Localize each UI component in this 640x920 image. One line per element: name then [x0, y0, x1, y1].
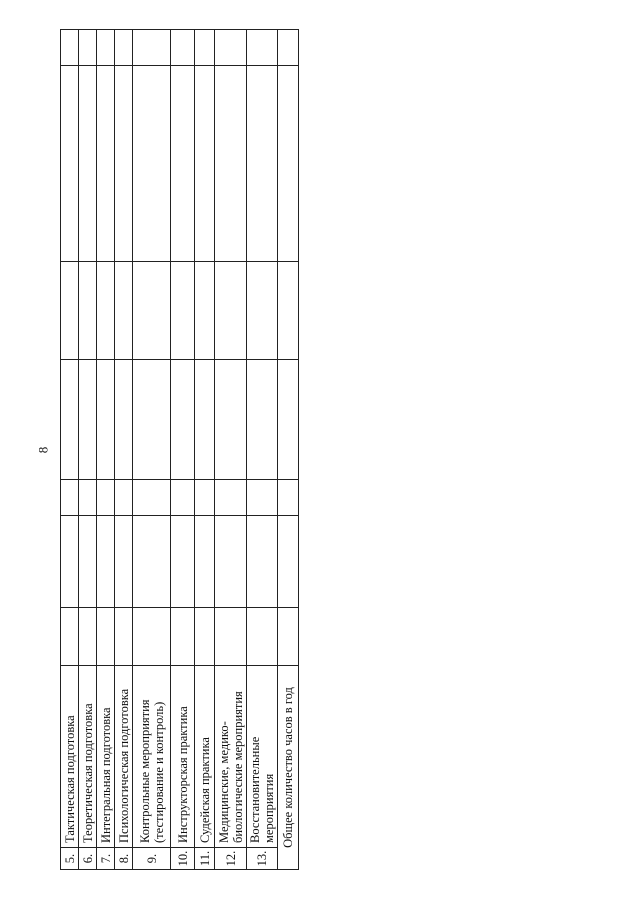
table-row: [133, 30, 171, 870]
row-number: 8.: [115, 848, 133, 870]
row-label: Теоретическая подготовка: [79, 666, 97, 848]
total-label: Общее количество часов в год: [278, 666, 299, 870]
row-number: 9.: [133, 848, 171, 870]
row-label: Инструкторская практика: [171, 666, 195, 848]
table-row: [97, 30, 115, 870]
row-number: 11.: [195, 848, 215, 870]
row-label: Медицинские, медико-биологические мероприятия: [215, 666, 247, 848]
training-plan-table-rotated: [60, 30, 295, 870]
table-row-total: [278, 30, 299, 870]
row-number: 10.: [171, 848, 195, 870]
row-label: Восстановительные мероприятия: [247, 666, 278, 848]
table-row: [215, 30, 247, 870]
table-row: [115, 30, 133, 870]
row-label: Интегральная подготовка: [97, 666, 115, 848]
row-number: 6.: [79, 848, 97, 870]
table-row: [61, 30, 79, 870]
row-label: Судейская практика: [195, 666, 215, 848]
row-label: Психологическая подготовка: [115, 666, 133, 848]
row-number: 5.: [61, 848, 79, 870]
row-label: Контрольные мероприятия (тестирование и контроль): [133, 666, 171, 848]
row-number: 7.: [97, 848, 115, 870]
table-row: [171, 30, 195, 870]
table-row: [79, 30, 97, 870]
training-plan-table: [60, 29, 299, 870]
table-row: [247, 30, 278, 870]
row-number: 13.: [247, 848, 278, 870]
table-row: [195, 30, 215, 870]
page-number: 8: [35, 446, 51, 454]
row-label: Тактическая подготовка: [61, 666, 79, 848]
row-number: 12.: [215, 848, 247, 870]
